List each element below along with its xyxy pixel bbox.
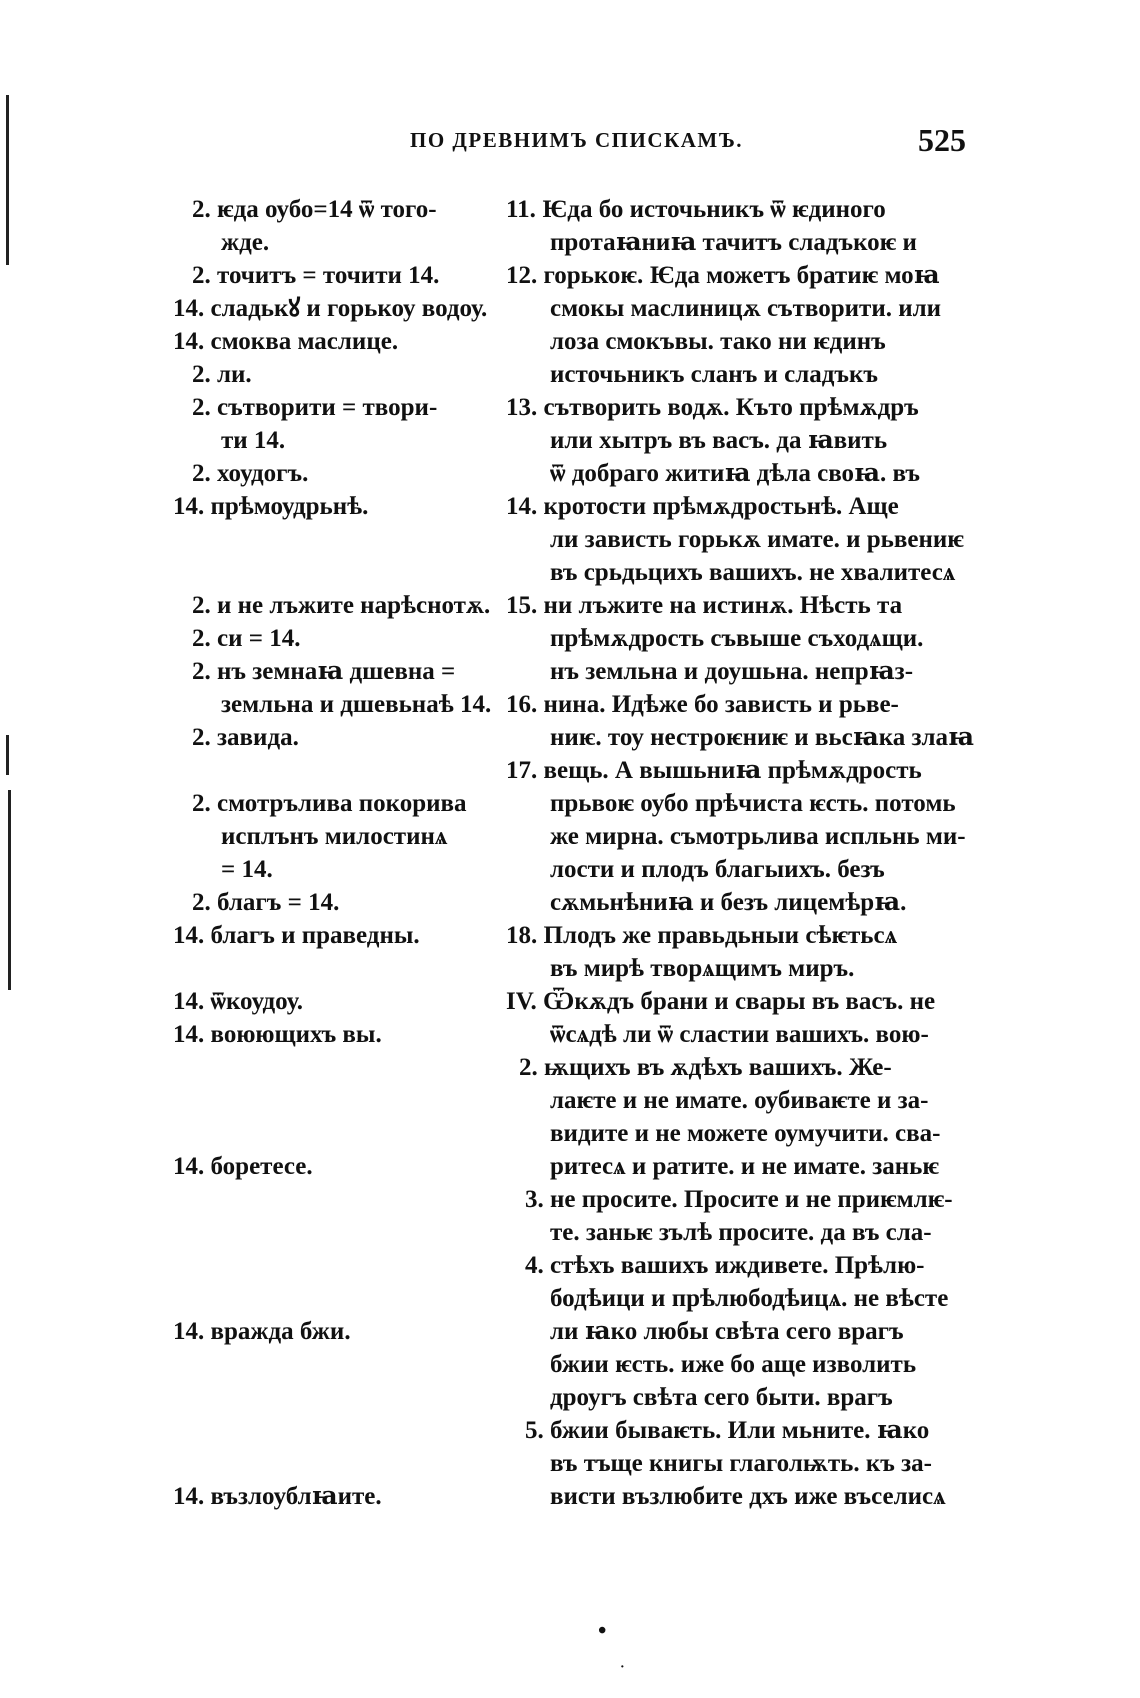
right-line: или хытръ въ васъ. да ꙗвить bbox=[550, 427, 888, 454]
speck-mark: · bbox=[620, 1660, 625, 1675]
left-line: 2. и не лъжите нарѣснотѫ. bbox=[192, 592, 491, 619]
right-line: дроугъ свѣта сего быти. врагъ bbox=[550, 1384, 893, 1411]
right-line: бодѣици и прѣлюбодѣицѧ. не вѣсте bbox=[550, 1285, 949, 1312]
right-line: 2. ѭщихъ въ ѫдѣхъ вашихъ. Же- bbox=[519, 1054, 892, 1081]
left-line: 14. прѣмоудрьнѣ. bbox=[173, 493, 369, 520]
right-line: 4. стѣхъ вашихъ иждивете. Прѣлю- bbox=[525, 1252, 925, 1279]
right-line: лоза смокъвы. тако ни ѥдинъ bbox=[550, 328, 886, 355]
margin-rule-1 bbox=[6, 95, 9, 265]
right-line: нъ земльна и доушьна. непрꙗз- bbox=[550, 658, 914, 685]
left-line: 14. сладькꙋ и горькоу водоу. bbox=[173, 295, 488, 322]
left-line: ти 14. bbox=[221, 427, 286, 454]
left-line: 2. хоудогъ. bbox=[192, 460, 309, 487]
left-line: 2. смотрълива покорива bbox=[192, 790, 467, 817]
left-line: 14. ѿкоудоу. bbox=[173, 988, 303, 1015]
left-line: исплънъ милостинѧ bbox=[221, 823, 448, 850]
right-line: ѿ добраго житиꙗ дѣла своꙗ. въ bbox=[550, 460, 920, 487]
right-line: въ тъще книгы глаголѭть. къ за- bbox=[550, 1450, 932, 1477]
right-line: 16. нина. Идѣже бо зависть и рьве- bbox=[506, 691, 899, 718]
right-line: IV. Ѿкѫдъ брани и свары въ васъ. не bbox=[506, 988, 936, 1015]
right-line: 14. кротости прѣмѫдростьнѣ. Аще bbox=[506, 493, 899, 520]
left-line: 2. нъ земнаꙗ дшевна = bbox=[192, 658, 456, 685]
left-line: 14. благъ и праведны. bbox=[173, 922, 420, 949]
right-line: сѫмьнѣниꙗ и безъ лицемѣрꙗ. bbox=[550, 889, 907, 916]
right-line: видите и не можете оумучити. сва- bbox=[550, 1120, 941, 1147]
left-line: 2. точитъ = точити 14. bbox=[192, 262, 440, 289]
right-line: источьникъ сланъ и сладъкъ bbox=[550, 361, 878, 388]
left-line: 14. воюющихъ вы. bbox=[173, 1021, 382, 1048]
right-line: лаѥте и не имате. оубиваѥте и за- bbox=[550, 1087, 929, 1114]
speck-mark: • bbox=[598, 1618, 607, 1644]
right-line: 18. Плодъ же правьдьныи сѣѥтьсѧ bbox=[506, 922, 898, 949]
right-line: ритесѧ и ратите. и не имате. заньѥ bbox=[550, 1153, 939, 1180]
right-line: 5. бжии бываѥть. Или мьните. ꙗко bbox=[525, 1417, 930, 1444]
left-line: 14. смоква маслице. bbox=[173, 328, 399, 355]
left-line: 2. благъ = 14. bbox=[192, 889, 340, 916]
right-line: въ мирѣ творѧщимъ миръ. bbox=[550, 955, 855, 982]
right-line: ѿсѧдѣ ли ѿ сластии вашихъ. вою- bbox=[550, 1021, 929, 1048]
left-line: жде. bbox=[221, 229, 270, 256]
left-line: 14. вражда бжи. bbox=[173, 1318, 351, 1345]
left-line: = 14. bbox=[221, 856, 273, 883]
left-line: 2. ѥда оубо=14 ѿ того- bbox=[192, 196, 437, 223]
right-line: въ срьдьцихъ вашихъ. не хвалитесѧ bbox=[550, 559, 956, 586]
right-line: протаꙗниꙗ тачитъ сладъкоѥ и bbox=[550, 229, 917, 256]
margin-rule-2 bbox=[6, 735, 9, 775]
right-line: прѣмѫдрость съвыше съходѧщи. bbox=[550, 625, 924, 652]
right-line: 13. сътворить водѫ. Къто прѣмѫдръ bbox=[506, 394, 919, 421]
right-line: 3. не просите. Просите и не приѥмлѥ- bbox=[525, 1186, 953, 1213]
left-line: земльна и дшевьнаѣ 14. bbox=[221, 691, 492, 718]
right-line: смокы маслиницѫ сътворити. или bbox=[550, 295, 942, 322]
running-header: ПО ДРЕВНИМЪ СПИСКАМЪ. bbox=[410, 128, 744, 152]
right-line: ли зависть горькѫ имате. и рьвениѥ bbox=[550, 526, 964, 553]
right-line: бжии ѥсть. иже бо аще изволить bbox=[550, 1351, 917, 1378]
right-line: же мирна. съмотрьлива испльнь ми- bbox=[550, 823, 966, 850]
left-line: 2. сътворити = твори- bbox=[192, 394, 438, 421]
left-line: 14. възлоублꙗите. bbox=[173, 1483, 382, 1510]
page-number: 525 bbox=[918, 122, 966, 158]
left-line: 2. си = 14. bbox=[192, 625, 301, 652]
right-line: прьвоѥ оубо прѣчиста ѥсть. потомь bbox=[550, 790, 956, 817]
right-line: 15. ни лъжите на истинѫ. Нѣсть та bbox=[506, 592, 903, 619]
left-line: 2. ли. bbox=[192, 361, 252, 388]
right-line: 12. горькоѥ. Ѥда можетъ братиѥ моꙗ bbox=[506, 262, 940, 289]
margin-rule-3 bbox=[8, 790, 11, 990]
right-line: висти възлюбите дхъ иже въселисѧ bbox=[550, 1483, 946, 1510]
right-line: ли ꙗко любы свѣта сего врагъ bbox=[550, 1318, 904, 1345]
left-line: 2. завида. bbox=[192, 724, 299, 751]
right-line: лости и плодъ благыихъ. безъ bbox=[550, 856, 885, 883]
right-line: ниѥ. тоу нестроѥниѥ и вьсꙗка злаꙗ bbox=[550, 724, 975, 751]
right-line: 11. Ѥда бо источьникъ ѿ ѥдиного bbox=[506, 196, 886, 223]
right-line: 17. вещь. А вышьниꙗ прѣмѫдрость bbox=[506, 757, 922, 784]
right-line: те. заньѥ зълѣ просите. да въ сла- bbox=[550, 1219, 932, 1246]
left-line: 14. боретесе. bbox=[173, 1153, 313, 1180]
